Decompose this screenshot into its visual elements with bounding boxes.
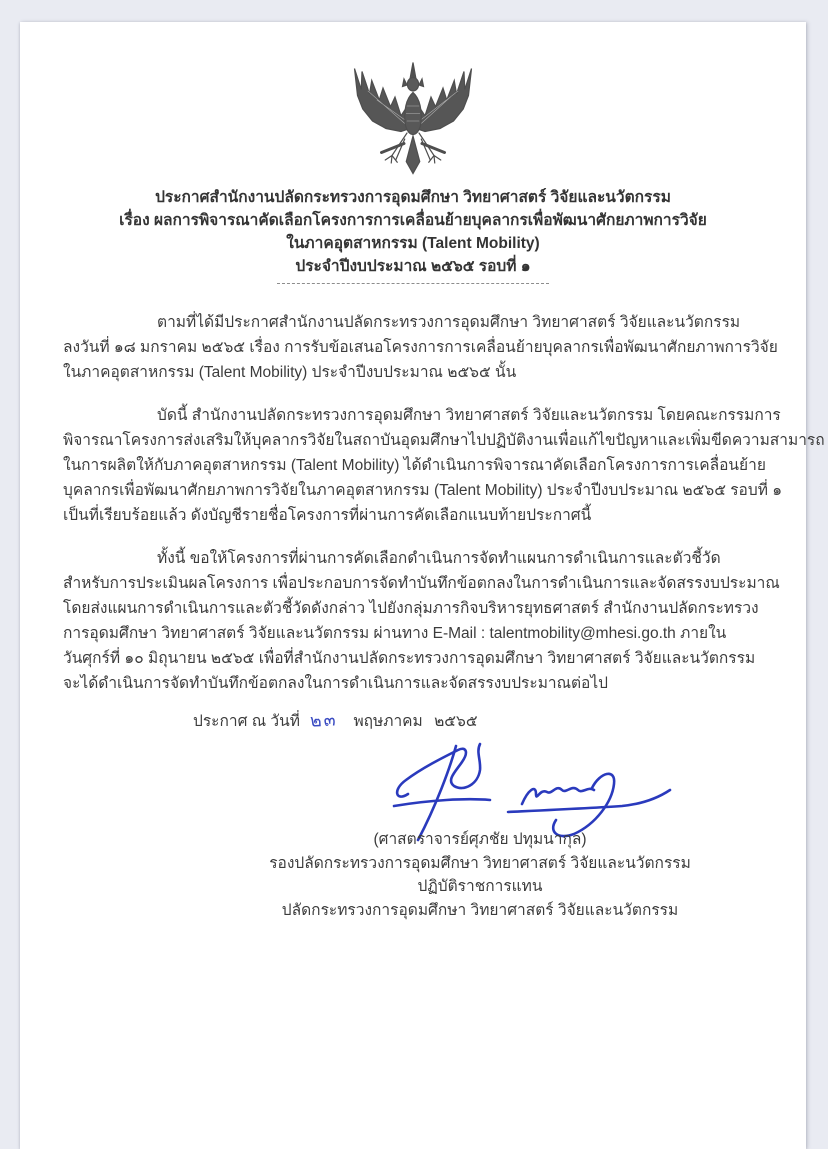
text-line: พิจารณาโครงการส่งเสริมให้บุคลากรวิจัยในสถาบันอุดมศึกษาไปปฏิบัติงานเพื่อแก้ไขปัญหาและเพิ่มขีดความสามารถ [63, 432, 825, 449]
announcement-title [20, 186, 806, 278]
document-page [20, 22, 825, 1149]
signatory-position [200, 852, 760, 923]
text-line: บัดนี้ สำนักงานปลัดกระทรวงการอุดมศึกษา วิทยาศาสตร์ วิจัยและนวัตกรรม โดยคณะกรรมการ [157, 407, 781, 424]
text-line: เรื่อง ผลการพิจารณาคัดเลือกโครงการการเคลื่อนย้ายบุคลากรเพื่อพัฒนาศักยภาพการวิจัย [119, 212, 707, 229]
text-line: เป็นที่เรียบร้อยแล้ว ดังบัญชีรายชื่อโครงการที่ผ่านการคัดเลือกแนบท้ายประกาศนี้ [63, 507, 592, 524]
text-line: สำหรับการประเมินผลโครงการ เพื่อประกอบการจัดทำบันทึกข้อตกลงในการดำเนินการและจัดสรรงบประมาณ [63, 575, 780, 592]
title-divider [277, 283, 549, 284]
text-line: จะได้ดำเนินการจัดทำบันทึกข้อตกลงในการดำเนินการและจัดสรรงบประมาณต่อไป [63, 675, 608, 692]
garuda-emblem-icon [338, 60, 488, 182]
text-line: ในภาคอุตสาหกรรม (Talent Mobility) [286, 235, 540, 252]
issued-month-year: พฤษภาคม ๒๕๖๕ [353, 713, 478, 730]
handwritten-day: ๒๓ [309, 709, 338, 731]
text-line: ในการผลิตให้กับภาคอุตสาหกรรม (Talent Mobility) ได้ดำเนินการพิจารณาคัดเลือกโครงการการเคลื่อนย้าย [63, 457, 766, 474]
text-line: การอุดมศึกษา วิทยาศาสตร์ วิจัยและนวัตกรรม ผ่านทาง E-Mail : talentmobility@mhesi.go.th ภายใน [63, 625, 727, 642]
text-line: ทั้งนี้ ขอให้โครงการที่ผ่านการคัดเลือกดำเนินการจัดทำแผนการดำเนินการและตัวชี้วัด [157, 550, 721, 567]
paragraph-result [63, 403, 825, 528]
text-line: ปฏิบัติราชการแทน [417, 878, 543, 895]
text-line: วันศุกร์ที่ ๑๐ มิถุนายน ๒๕๖๕ เพื่อที่สำนักงานปลัดกระทรวงการอุดมศึกษา วิทยาศาสตร์ วิจัยและนวัตกรรม [63, 650, 756, 667]
text-line: ปลัดกระทรวงการอุดมศึกษา วิทยาศาสตร์ วิจัยและนวัตกรรม [281, 901, 679, 919]
text-line: ลงวันที่ ๑๘ มกราคม ๒๕๖๕ เรื่อง การรับข้อเสนอโครงการการเคลื่อนย้ายบุคลากรเพื่อพัฒนาศักยภาพการวิจัย [63, 339, 778, 356]
text-line: บุคลากรเพื่อพัฒนาศักยภาพการวิจัยในภาคอุตสาหกรรม (Talent Mobility) ประจำปีงบประมาณ ๒๕๖๕ รอบที่ ๑ [63, 482, 783, 499]
paragraph-reference [63, 310, 778, 385]
text-line: โดยส่งแผนการดำเนินการและตัวชี้วัดดังกล่าว ไปยังกลุ่มภารกิจบริหารยุทธศาสตร์ สำนักงานปลัดกระทรวง [63, 600, 759, 617]
text-line: ตามที่ได้มีประกาศสำนักงานปลัดกระทรวงการอุดมศึกษา วิทยาศาสตร์ วิจัยและนวัตกรรม [157, 314, 741, 331]
signatory-name: (ศาสตราจารย์ศุภชัย ปทุมนากุล) [373, 831, 587, 848]
issued-prefix: ประกาศ ณ วันที่ [193, 713, 300, 730]
text-line: รองปลัดกระทรวงการอุดมศึกษา วิทยาศาสตร์ วิจัยและนวัตกรรม [269, 854, 691, 872]
paragraph-instruction [63, 546, 780, 696]
text-line: ในภาคอุตสาหกรรม (Talent Mobility) ประจำปีงบประมาณ ๒๕๖๕ นั้น [63, 364, 517, 381]
emblem-container [20, 60, 806, 182]
text-line: ประจำปีงบประมาณ ๒๕๖๕ รอบที่ ๑ [295, 258, 531, 275]
announcement-body [63, 310, 825, 714]
signatory-block [200, 828, 760, 922]
text-line: ประกาศสำนักงานปลัดกระทรวงการอุดมศึกษา วิทยาศาสตร์ วิจัยและนวัตกรรม [155, 189, 671, 206]
